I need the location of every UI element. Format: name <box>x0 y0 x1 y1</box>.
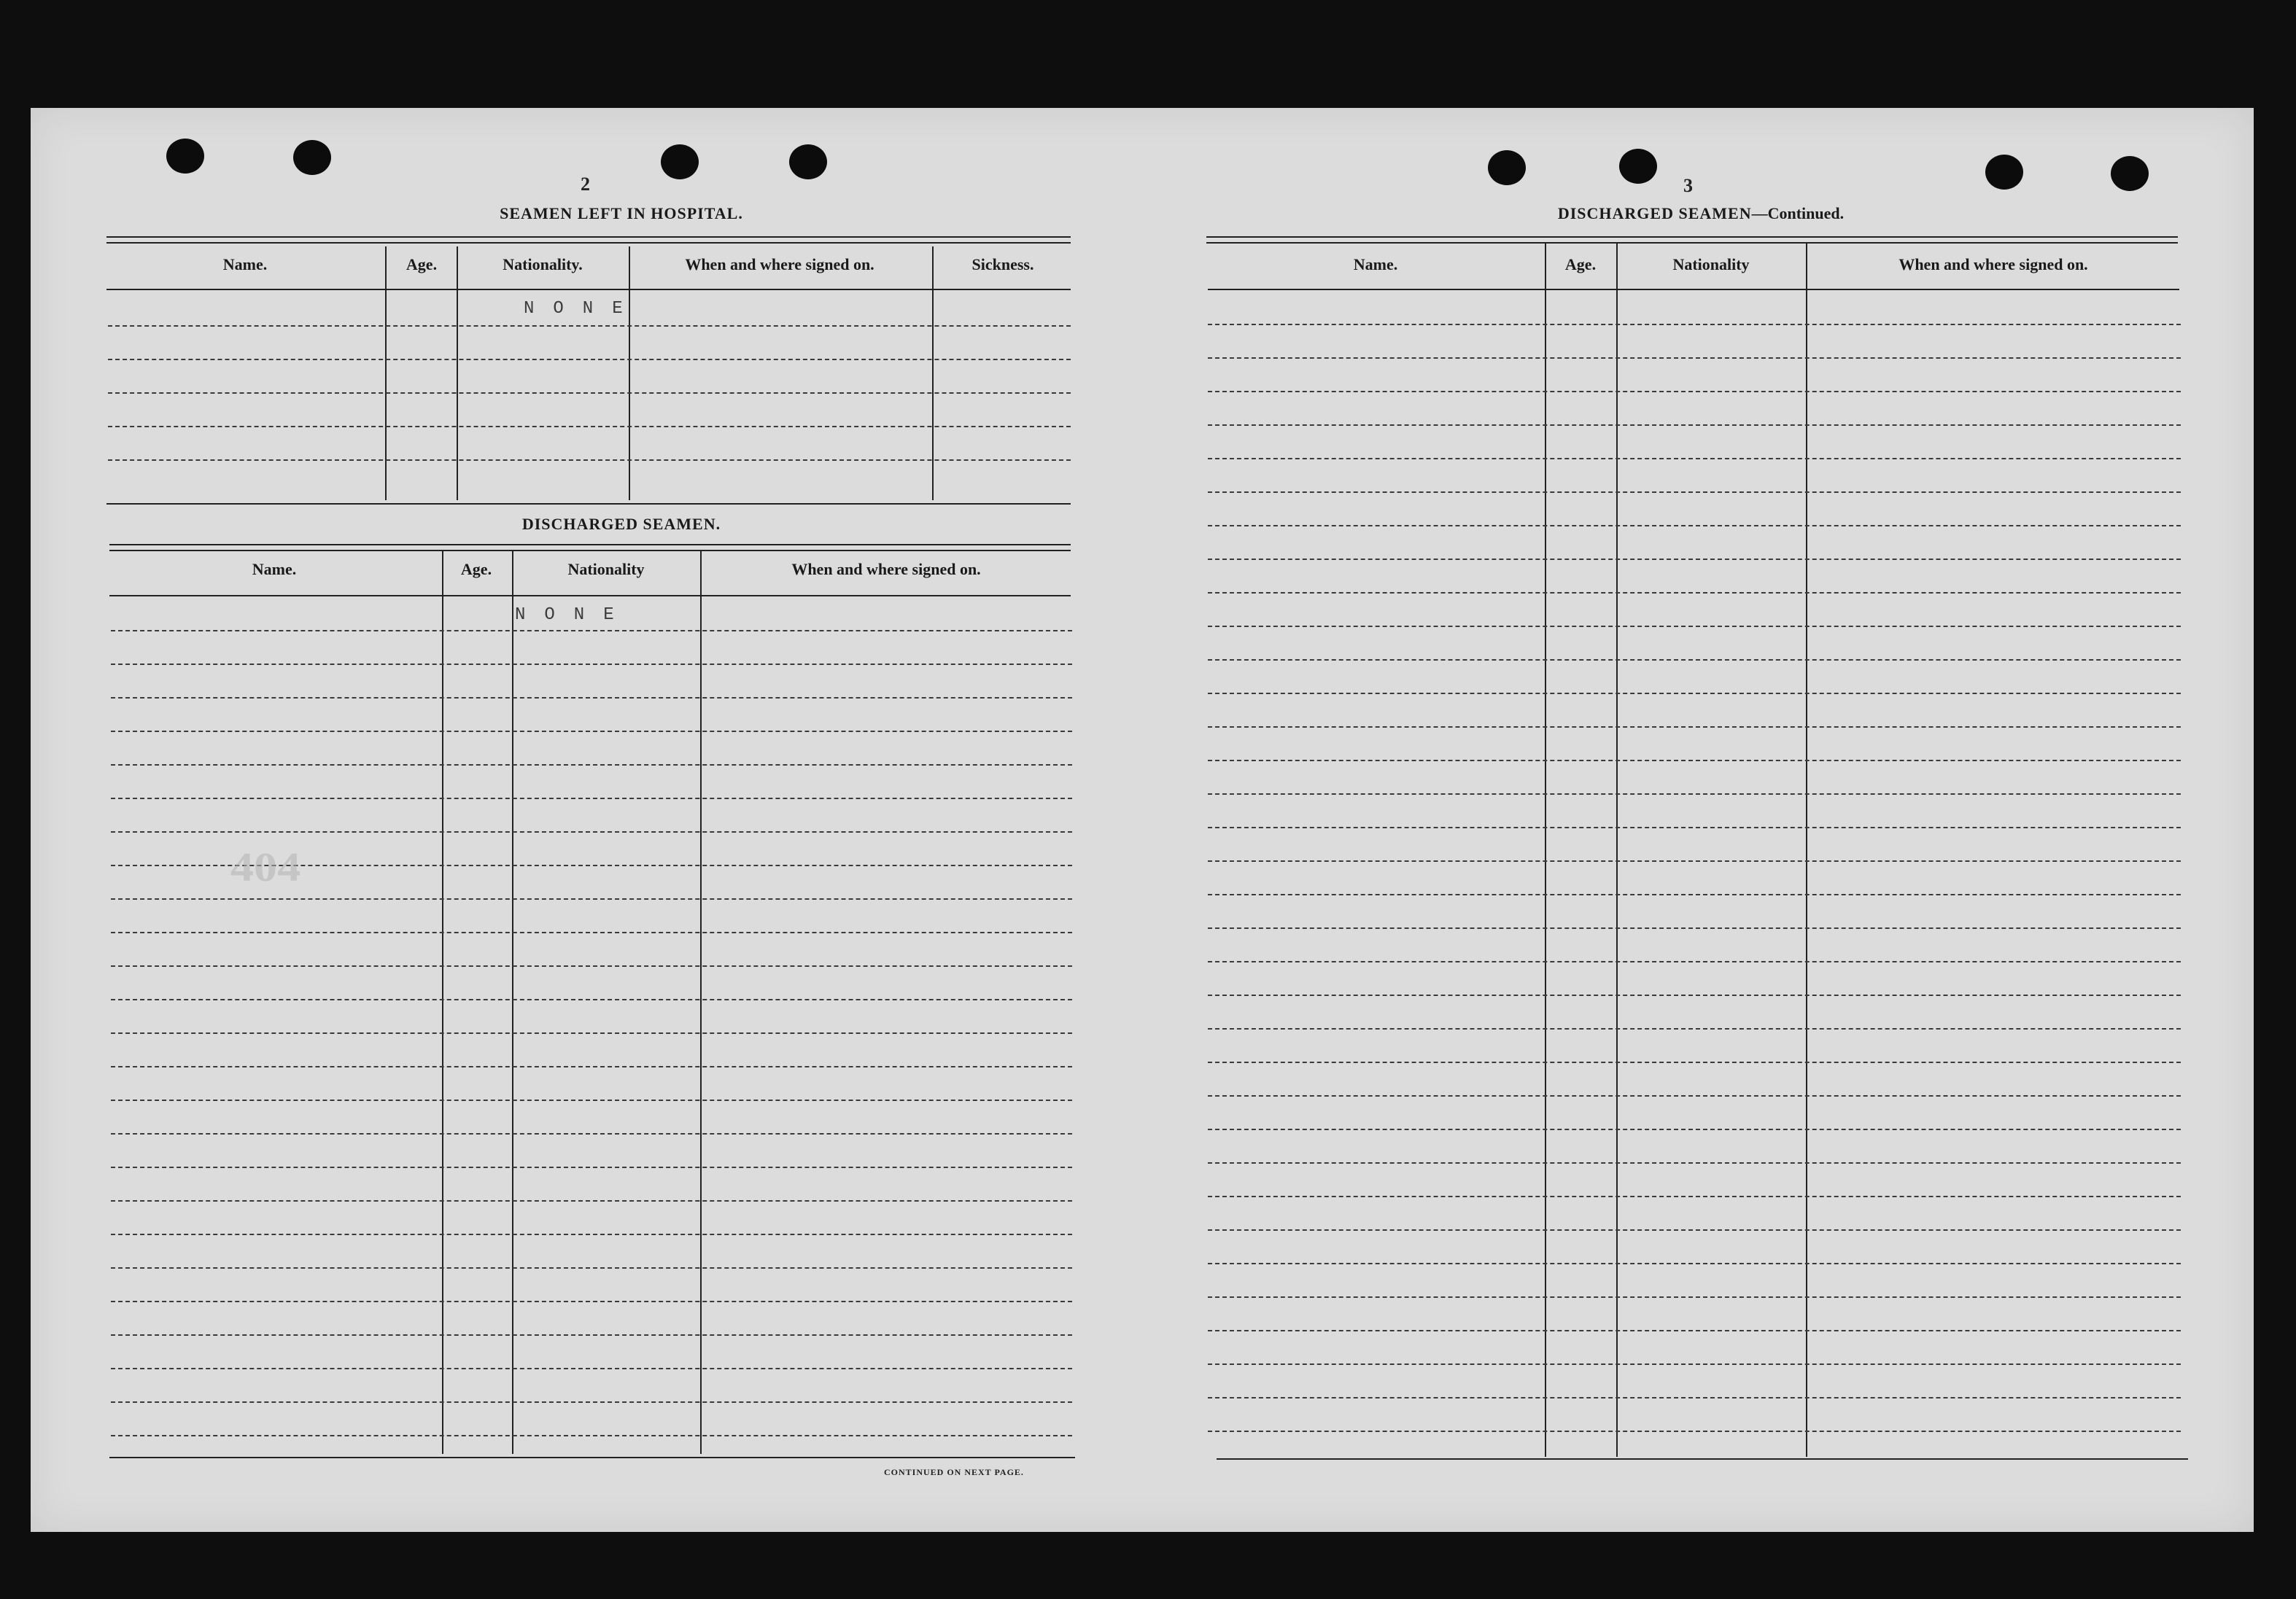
ruled-line <box>111 1401 1072 1403</box>
ruled-line <box>111 1368 1072 1369</box>
ruled-line <box>1208 1028 2181 1030</box>
ruled-line <box>1208 760 2181 761</box>
right-col-name: Name. <box>1353 255 1398 273</box>
ruled-line <box>111 764 1072 766</box>
right-top-rule <box>1206 236 2178 244</box>
ruled-line <box>1208 1363 2181 1365</box>
ruled-line <box>1208 1431 2181 1432</box>
right-title-suffix: —Continued. <box>1751 204 1845 222</box>
hospital-section-title: SEAMEN LEFT IN HOSPITAL. <box>500 204 743 222</box>
ruled-line <box>108 359 1071 360</box>
discharged-typed-none: NONE <box>515 605 633 625</box>
hospital-header-rule <box>106 289 1071 290</box>
right-col-nationality: Nationality <box>1672 255 1750 273</box>
ruled-line <box>1208 592 2181 594</box>
discharged-col-age: Age. <box>460 560 492 578</box>
ruled-line <box>111 697 1072 699</box>
ruled-line <box>1208 927 2181 929</box>
ruled-line <box>111 1066 1072 1067</box>
ruled-line <box>111 630 1072 631</box>
ruled-line <box>1208 458 2181 459</box>
left-page-number: 2 <box>581 174 590 195</box>
ruled-line <box>1208 793 2181 795</box>
discharged-top-rule <box>109 544 1071 551</box>
hospital-divider <box>629 246 630 500</box>
ruled-line <box>1208 1263 2181 1264</box>
hospital-divider <box>385 246 387 500</box>
punch-hole <box>789 144 827 179</box>
ruled-line <box>111 1167 1072 1168</box>
ruled-line <box>111 1267 1072 1269</box>
right-header-rule <box>1208 289 2179 290</box>
ruled-line <box>111 999 1072 1000</box>
ruled-line <box>1208 693 2181 694</box>
ruled-line <box>1208 626 2181 627</box>
punch-hole <box>293 140 331 175</box>
ruled-line <box>1208 1296 2181 1298</box>
ruled-line <box>111 965 1072 967</box>
punch-hole <box>1985 155 2023 190</box>
ruled-line <box>111 664 1072 665</box>
discharged-col-name: Name. <box>252 560 297 578</box>
ruled-line <box>1208 559 2181 560</box>
discharged-divider <box>512 550 513 1454</box>
hospital-col-name: Name. <box>222 255 268 273</box>
ruled-line <box>1208 391 2181 392</box>
right-section-title <box>1475 204 1927 223</box>
hospital-col-signed-on: When and where signed on. <box>685 255 874 273</box>
discharged-divider <box>700 550 702 1454</box>
ruled-line <box>111 1133 1072 1135</box>
discharged-divider <box>442 550 443 1454</box>
ruled-line <box>108 459 1071 461</box>
ruled-line <box>111 831 1072 833</box>
ruled-line <box>1208 1095 2181 1097</box>
discharged-section-title: DISCHARGED SEAMEN. <box>521 515 721 533</box>
hospital-col-nationality: Nationality. <box>503 255 583 273</box>
discharged-col-nationality: Nationality <box>567 560 645 578</box>
right-title-main: DISCHARGED SEAMEN <box>1557 204 1752 222</box>
ruled-line <box>1208 1062 2181 1063</box>
right-col-age: Age. <box>1564 255 1597 273</box>
punch-hole <box>2111 156 2149 191</box>
ruled-line <box>1208 525 2181 526</box>
faded-stamp: 404 <box>230 845 301 890</box>
hospital-col-age: Age. <box>406 255 438 273</box>
ruled-line <box>1208 995 2181 996</box>
ruled-line <box>111 932 1072 933</box>
discharged-bottom-rule <box>109 1457 1075 1458</box>
ruled-line <box>108 392 1071 394</box>
right-page-number: 3 <box>1683 175 1693 196</box>
ruled-line <box>1208 324 2181 325</box>
ruled-line <box>111 1234 1072 1235</box>
ruled-line <box>1208 894 2181 895</box>
ruled-line <box>108 426 1071 427</box>
ruled-line <box>111 1301 1072 1302</box>
ruled-line <box>1208 357 2181 359</box>
ruled-line <box>1208 424 2181 426</box>
ruled-line <box>1208 827 2181 828</box>
hospital-top-rule <box>106 236 1071 244</box>
punch-hole <box>166 139 204 174</box>
ruled-line <box>111 1334 1072 1336</box>
ruled-line <box>111 798 1072 799</box>
right-col-signed-on: When and where signed on. <box>1899 255 2088 273</box>
hospital-typed-none: NONE <box>524 299 642 319</box>
ruled-line <box>111 898 1072 900</box>
ruled-line <box>1208 961 2181 962</box>
ruled-line <box>1208 659 2181 661</box>
punch-hole <box>661 144 699 179</box>
hospital-bottom-rule <box>106 503 1071 505</box>
ruled-line <box>111 1032 1072 1034</box>
ruled-line <box>1208 1229 2181 1231</box>
hospital-divider <box>457 246 458 500</box>
discharged-header-rule <box>109 595 1071 596</box>
ruled-line <box>108 325 1071 327</box>
ruled-line <box>1208 860 2181 862</box>
hospital-col-sickness: Sickness. <box>971 255 1034 273</box>
ruled-line <box>1208 491 2181 493</box>
ruled-line <box>1208 1397 2181 1398</box>
right-bottom-rule <box>1217 1458 2188 1460</box>
ruled-line <box>111 731 1072 732</box>
ruled-line <box>111 1100 1072 1101</box>
ruled-line <box>1208 1129 2181 1130</box>
ruled-line <box>1208 1330 2181 1331</box>
punch-hole <box>1619 149 1657 184</box>
ruled-line <box>111 1435 1072 1436</box>
punch-hole <box>1488 150 1526 185</box>
continued-note: CONTINUED ON NEXT PAGE. <box>884 1467 1024 1477</box>
ruled-line <box>1208 726 2181 728</box>
discharged-col-signed-on: When and where signed on. <box>791 560 981 578</box>
ruled-line <box>1208 1162 2181 1164</box>
manifest-sheet <box>31 108 2254 1532</box>
ruled-line <box>111 1200 1072 1202</box>
hospital-divider <box>932 246 934 500</box>
ruled-line <box>1208 1196 2181 1197</box>
